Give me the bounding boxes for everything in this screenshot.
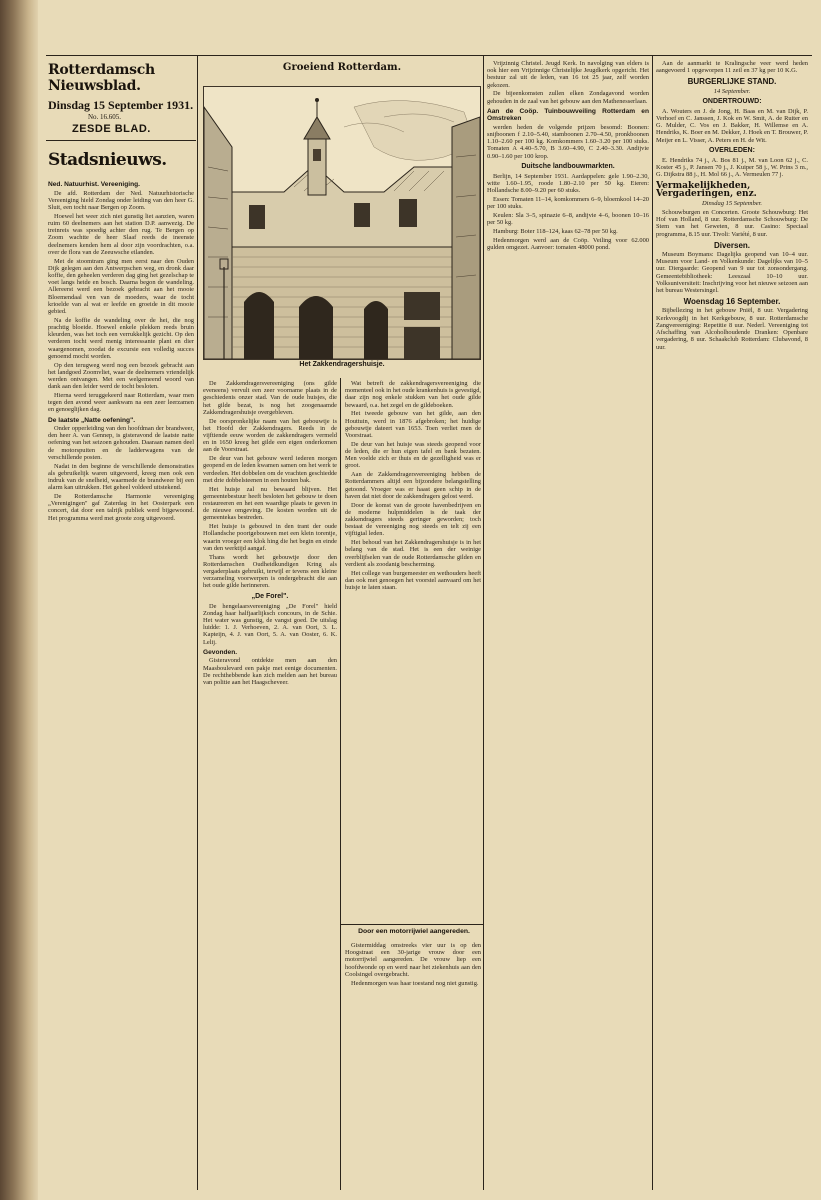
article-paragraph: De bijeenkomsten zullen elken Zondagavond worden gehouden in de zaal van het gebouw aan den Mathenesserlaan. [487,90,649,105]
article-paragraph: Nadat in den beginne de verschillende demonstraties als gebruikelijk waren uitgevoerd, kreeg men ook een indruk van de snelheid, waarmede de brandweer bij een alarm kan uitrukken. Het geheel voldeed uitstekend. [48,462,194,492]
article-paragraph: Aan de Zakkendragersvereeniging hebben de Rotterdammers altijd een bijzondere belangstelling getoond. Vroeger was er haast geen schip in de haven dat niet door de zakkendragers gelost werd. [345,471,481,500]
article-paragraph: De oorspronkelijke naam van het gebouwtje is het Hoofd der Zakkendragers. Reeds in de vijftiende eeuw worden de zakkendragers vermeld en in 1650 kreeg het gilde een eigen onderkomen aan de Voorstraat. [203,417,337,454]
paper-name: Rotterdamsch Nieuwsblad. [48,62,155,94]
article-paragraph: Hierna werd teruggekeerd naar Rotterdam, waar men tegen den avond weer aankwam na een zeer leerzamen en genoeglijken dag. [48,391,194,414]
column-2 [203,380,337,1188]
listing-date-heading: Woensdag 16 September. [683,297,781,307]
issue-date: Dinsdag 15 September 1931. [48,98,194,112]
column-rule [652,55,653,1190]
sheet-label: ZESDE BLAD. [72,123,151,135]
entertainment-heading: Vermakelijkheden, Vergaderingen, enz. [656,181,757,199]
article-headline: Aan de Coöp. Tuinbouwveiling Rotterdam en Omstreken [487,107,649,123]
page-binding [0,0,38,1200]
article-paragraph: Door de komst van de groote havenbedrijven en de moderne hulpmiddelen is de taak der zakkendragers steeds geringer geworden; toch bestaat de vereeniging nog steeds en telt zij een vijftigtal leden. [345,501,481,538]
article-paragraph: Hamburg: Boter 118–124, kaas 62–78 per 50 kg. [493,228,618,236]
civil-registry-heading: BURGERLIJKE STAND. [687,77,777,87]
article-paragraph: De deur van het huisje was steeds geopend voor de leden, die er hun eigen tafel en bank bezaten. Men voelde zich er thuis en de gezelligheid was er groot. [345,440,481,470]
article-paragraph: Hedenmorgen werd aan de Coöp. Veiling voor 62.000 gulden omgezet. Aanvoer: tomaten 48000 pond. [487,236,649,252]
column-rule [197,55,198,1190]
column-4 [487,60,649,1188]
masthead-rule [46,140,196,141]
article-paragraph: Het tweede gebouw van het gilde, aan den Houttuin, werd in 1876 afgebroken; het huidige gebouwtje dateert van 1653. Toen verliet men de Voorstraat. [345,410,481,440]
article-paragraph: Keulen: Sla 3–5, spinazie 6–8, andijvie 4–6, boonen 10–16 per 50 kg. [487,212,649,227]
column-3 [345,380,481,920]
masthead-rule [46,55,812,56]
article-paragraph: Gisteravond ontdekte men aan den Maasboulevard een pakje met eenige documenten. De rechthebbende kan zich melden aan het bureau van politie aan het Haagscheveer. [203,657,337,686]
misc-heading: Diversen. [713,240,751,250]
article-headline: Gevonden. [203,648,238,656]
article-headline: „De Forel". [251,592,289,600]
article-paragraph: Vrijzinnig Christel. Jeugd Kerk. In navolging van elders is ook hier een Vrijzinnige Christelijke Jeugdkerk opgericht. Het bestuur zal uit de leden, van 16 tot 25 jaar, zelf worden gekozen. [487,60,649,89]
column-5 [656,60,808,1188]
article-headline: Ned. Natuurhist. Vereeniging. [48,181,140,188]
article-paragraph: Het huisje is gebouwd in den trant der oude Hollandsche poortgebouwen met een klein torentje, waarin vroeger een klok hing die het begin en einde van den werktijd aangaf. [203,523,337,552]
article-paragraph: Aan de aanmarkt te Kralingsche veer werd heden aangevoerd 1 opgeworpen 11 zeil en 37 kg per 10 K.G. [656,60,808,75]
article-paragraph: De Rotterdamsche Harmonie vereeniging „Verenigingen" gaf Zaterdag in het Oosterpark een concert, dat door een talrijk publiek werd bijgewoond. Het programma werd met groote zorg uitgevoerd. [48,493,194,522]
article-paragraph: Wat betreft de zakkendragersvereeniging die momenteel ook in het oude krankenhuis is gevestigd, daar zijn nog enkele stukken van het oude gilde bewaard, o.a. het zegel en de gildeboeken. [345,380,481,409]
registry-list: E. Hendriks 74 j., A. Bos 81 j., M. van Loon 62 j., C. Koster 45 j., P. Jansen 70 j., J. Kuiper 58 j., W. Prins 3 m., G. Dijkstra 88 j., H. Mol 66 j., A. Vermeulen 77 j. [656,156,808,179]
article-paragraph: Thans wordt het gebouwtje door den Rotterdamschen Oudheidkundigen Kring als vergaderplaats gebruikt, terwijl er tevens een kleine verzameling voorwerpen is ondergebracht die aan het oude gilde herinneren. [203,553,337,590]
building-illustration [203,86,481,360]
column-rule [483,55,484,1190]
article-paragraph: Het college van burgemeester en wethouders heeft dan ook met genoegen het voorstel aanvaard om het huisje te laten staan. [345,569,481,592]
article-paragraph: werden heden de volgende prijzen besomd: Boonen: snijboonen f 2.10–5.40, stamboonen 2.70–4.50, pronkboonen 1.10–2.60 per 100 kg. Komkommers 1.60–3.20 per 100 stuks. Tomaten A 4.40–5.70, B 3.60–4.90, C 2.40–3.30. Andijvie 0.90–1.60 per 100 krop. [487,123,649,160]
article-paragraph: Op den terugweg werd nog een bezoek gebracht aan het landgoed Zoomvliet, waar de deelnemers vriendelijk werden ontvangen. Met een welgemeend woord van dank aan den leider werd de tocht besloten. [48,361,194,391]
article-paragraph: De deur van het gebouw werd iederen morgen geopend en de leden kwamen samen om het werk te verdeelen. Het dobbelen om de vrachten geschiedde met drie dobbelsteenen in een houten bak. [203,455,337,484]
feature-title: Groeiend Rotterdam. [282,62,402,73]
column-3-box [345,942,481,1188]
registry-subheading: OVERLEDEN: [709,146,755,154]
illustration-caption: Het Zakkendragershuisje. [299,361,385,368]
box-headline: Door een motorrijwiel aangereden. [358,928,470,935]
registry-subheading: ONDERTROUWD: [702,97,762,105]
column-rule [340,378,341,1190]
listing-text: Museum Boymans: Dagelijks geopend van 10–4 uur. Museum voor Land- en Volkenkunde: Dagelijks van 10–5 uur. Diergaarde: Geopend van 9 uur tot zonsondergang. Gemeentebibliotheek: Leeszaal 10–10 uur. Volksuniversiteit: Inschrijving voor het nieuwe seizoen aan het bureau Westersingel. [656,251,808,295]
section-title: Stadsnieuws. [48,150,167,170]
listing-text: Bijbellezing in het gebouw Pniël, 8 uur. Vergadering Kerkvoogdij in het Kerkgebouw, 8 uur. Rotterdamsche Zangvereeniging: Repetitie 8 uur. Nederl. Vereeniging tot Afschaffing van Alcoholhoudende Dranken: Openbare vergadering, 8 uur. Schaakclub Rotterdam: Clubavond, 8 uur. [656,307,808,351]
article-paragraph: Het huisje zal nu bewaard blijven. Het gemeentebestuur heeft besloten het gebouw te doen restaureeren en het een waardige plaats te geven in de nieuwe omgeving. De kosten worden uit de gemeentekas bestreden. [203,485,337,522]
registry-date: 14 September. [713,87,751,95]
article-paragraph: Onder opperleiding van den hoofdman der brandweer, den heer A. van Gennep, is gisteravond de laatste natte oefening van het seizoen gehouden. Daaraan namen deel de motorspuiten en de ladderwagens van de verschillende posten. [48,425,194,461]
article-headline: Duitsche landbouwmarkten. [521,162,615,170]
registry-list: A. Wouters en J. de Jong, H. Baas en M. van Dijk, P. Verhoef en C. Janssen, J. Kok en W. Smit, A. de Ruiter en G. Mulder, C. Vos en J. Bakker, H. Willemse en A. Hendriks, K. Boer en M. Dekker, J. Hoek en T. Brouwer, P. Meijer en L. Visser, A. Peters en H. de Wit. [656,107,808,144]
article-paragraph: Hedenmorgen was haar toestand nog niet gunstig. [351,979,479,987]
article-paragraph: Gistermiddag omstreeks vier uur is op den Hoogstraat een 30-jarige vrouw door een motorrijwiel aangereden. De vrouw liep een hoofdwonde op en werd naar het ziekenhuis aan den Coolsingel overgebracht. [345,942,481,978]
article-headline: De laatste „Natte oefening". [48,416,136,424]
listing-date: Dinsdag 15 September. [701,199,763,207]
article-paragraph: Berlijn, 14 September 1931. Aardappelen: gele 1.90–2.30, witte 1.60–1.95, roode 1.80–2.10 per 50 kg. Eieren: Hollandsche 8.00–9.20 per 60 stuks. [487,172,649,195]
article-paragraph: Essen: Tomaten 11–14, komkommers 6–9, bloemkool 14–20 per 100 stuks. [487,196,649,211]
column-1 [48,178,194,1188]
article-paragraph: Na de koffie de wandeling over de hei, die nog prachtig bloeide. Hoewel enkele plekken reeds bruin kleurden, was het toch een verrukkelijk gezicht. Op den verderen tocht werd menig interessante plant en dier waargenomen, zoodat de excursie een volledig succes genoemd mocht worden. [48,316,194,360]
article-paragraph: De afd. Rotterdam der Ned. Natuurhistorische Vereeniging hield Zondag onder leiding van den heer G. Sluit, een tocht naar Bergen op Zoom. [48,189,194,211]
article-paragraph: De Zakkendragersvereeniging (ons gilde eveneens) vervult een zeer voorname plaats in de geschiedenis onzer stad. Van de oude huisjes, die het gilde bezat, is nog het zoogenaamde Zakkendragershuisje overgebleven. [203,380,337,416]
issue-number: No. 16.605. [88,113,122,121]
zakkendragershuisje-drawing [204,87,480,359]
masthead [48,62,194,135]
article-paragraph: Met de stoomtram ging men eerst naar den Ouden Dijk gelegen aan den Antwerpschen weg, en dronk daar koffie, den geheelen verderen dag ging het gezelschap te voet langs heide en bosch. Daarna begon de wandeling. Allereerst werd een bezoek gebracht aan het mooie Bloemendaal ven van de moeders, waar de tocht krioelde van al wat er leefde en groeide in dit mooie gebied. [48,257,194,315]
article-paragraph: Hoewel het weer zich niet gunstig liet aanzien, waren ruim 60 deelnemers aan het station D.P. aanwezig. De treinreis was spoedig achter den rug. Te Bergen op Zoom wachtte de heer Slaaf reeds de ineenste deelnemers kenden hem al door zijn voordrachten, o.a. over de flora van de Zeeuwsche eilanden. [48,212,194,256]
article-paragraph: De hengelaarsvereeniging „De Forel" hield Zondag haar halfjaarlijksch concours, in de Schie. Het water was gunstig, de vangst goed. De uitslag luidde: 1. J. Verhoeven, 2. A. van Oort, 3. L. Kapteijn, 4. J. van Oort, 5. A. van Ooster, 6. K. Lelij. [203,602,337,646]
listing-text: Schouwburgen en Concerten. Groote Schouwburg: Het Hof van Holland, 8 uur. Rotterdamsche Schouwburg: De Stem van het Geweten, 8 uur. Casino: Speciaal programma, 8.15 uur. Tivoli: Variété, 8 uur. [656,209,808,238]
article-paragraph: Het behoud van het Zakkendragershuisje is in het belang van de stad. Het is een der weinige overblijfselen van de oude Rotterdamsche gilden en verdient als zoodanig bescherming. [345,539,481,568]
box-rule [341,924,483,925]
